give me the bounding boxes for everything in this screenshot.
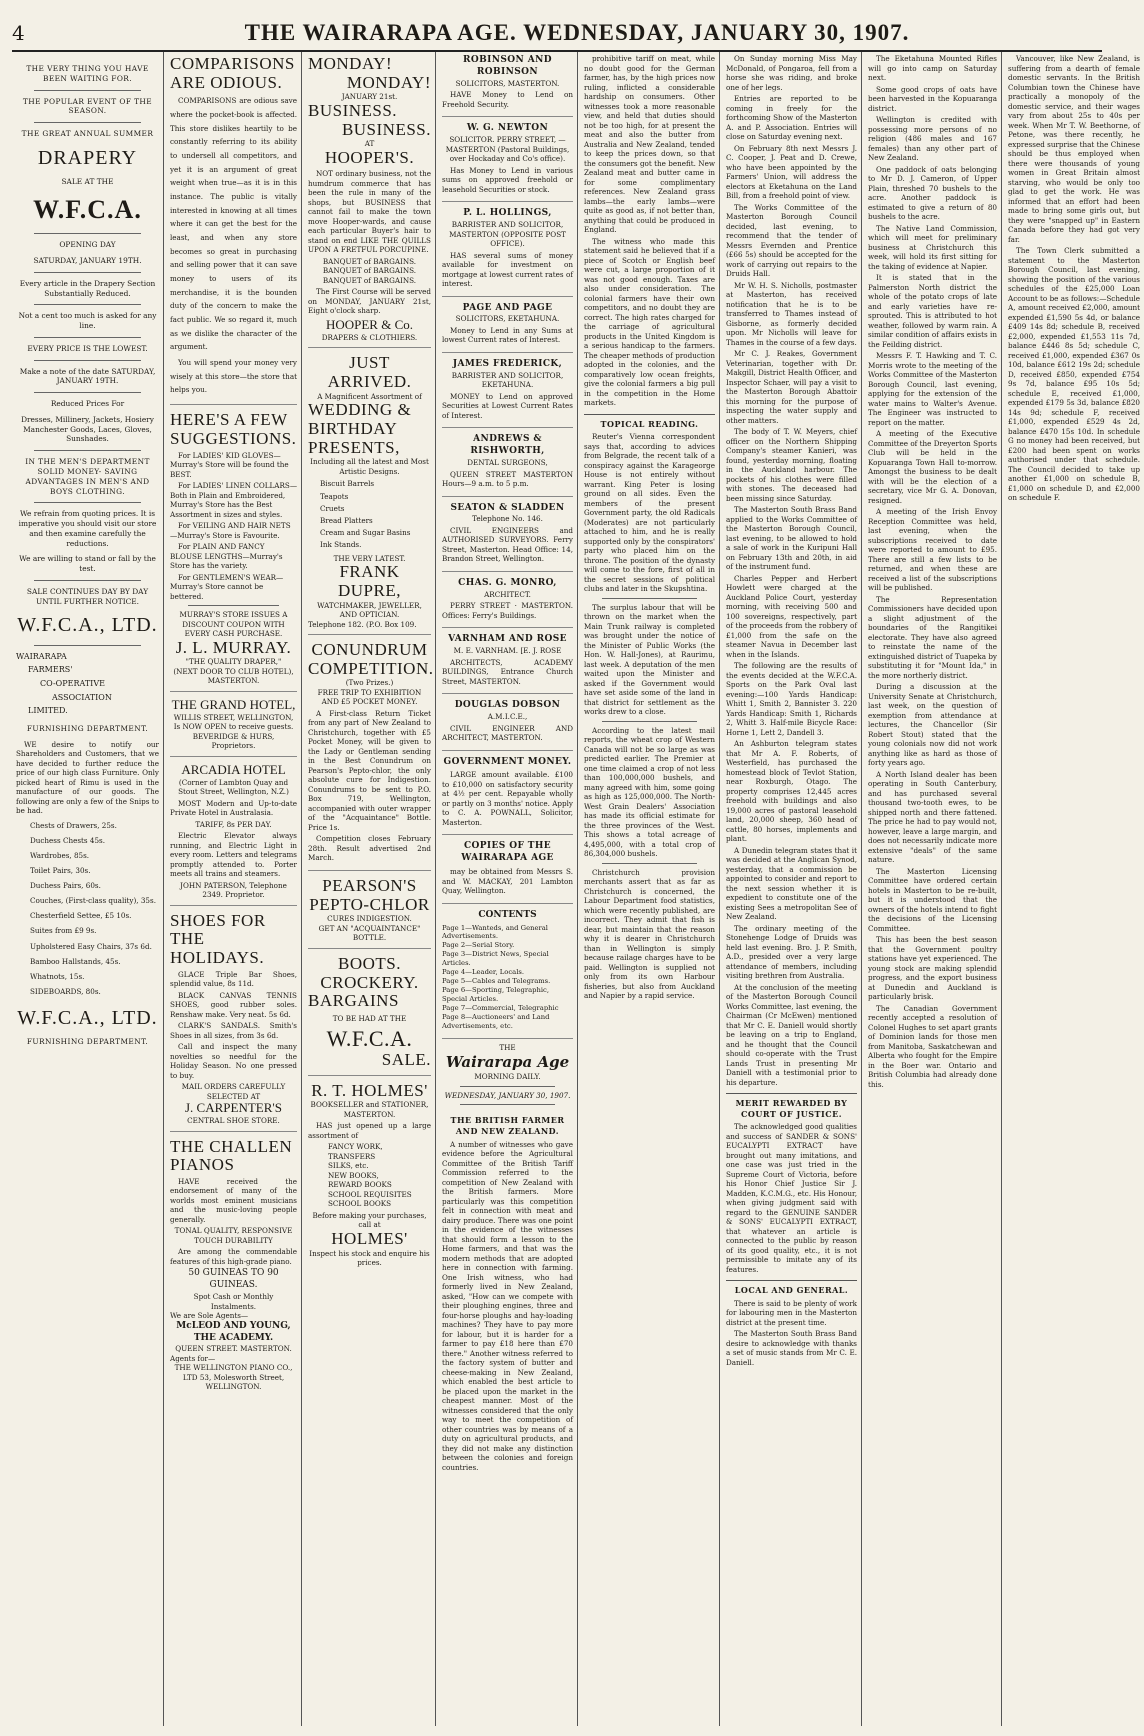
frank-dupre: FRANK DUPRE, [338, 562, 401, 600]
news-paragraph: The Eketahuna Mounted Rifles will go into camp on Saturday next. [868, 54, 997, 82]
list-item: Page 6—Sporting, Telegraphic, Special Articles. [442, 986, 550, 1004]
list-item: NEW BOOKS, [328, 1170, 379, 1180]
goods-list: Dresses, Millinery, Jackets, Hosiery Manchester Goods, Laces, Gloves, Sunshades. [21, 414, 154, 444]
watchmaker: WATCHMAKER, JEWELLER, AND OPTICIAN. [317, 600, 422, 620]
next-door: (NEXT DOOR TO CLUB HOTEL), MASTERTON. [173, 666, 294, 686]
news-paragraph: On February 8th next Messrs J. C. Cooper, J. Peat and D. Crewe, who have been appointed by the Farmers' Union, will address the electors at Eketahuna on the Land Bill, from a freehold point of view. [726, 143, 857, 200]
news-paragraph: A meeting of the Irish Envoy Reception Committee was held, last evening, when the subscriptions received to date were reported to amount to £95. There are still a few lists to be returned, and when these are received a list of the subscriptions will be published. [868, 507, 997, 592]
card-sub: A.M.I.C.E., [487, 712, 528, 721]
hoopers: HOOPER'S. [324, 147, 415, 167]
paper-the: THE [499, 1043, 516, 1053]
card-body: QUEEN STREET MASTERTON Hours—9 a.m. to 5 p.m. [442, 469, 573, 488]
list-item: Chesterfield Settee, £5 10s. [30, 911, 132, 921]
arcadia-body: MOST Modern and Up-to-date Private Hotel in Australasia. [170, 798, 297, 818]
sale-at: SALE AT THE [61, 177, 114, 187]
assoc-line: ASSOCIATION [52, 692, 112, 702]
shoes-item: BLACK CANVAS TENNIS SHOES, good rubber soles. Renshaw make. Very neat. 5s 6d. [170, 990, 297, 1019]
masthead [12, 20, 1102, 52]
list-item: Wardrobes, 85s. [30, 850, 90, 860]
local-general-title: LOCAL AND GENERAL. [726, 1280, 857, 1296]
every-article: Every article in the Drapery Section Substantially Reduced. [19, 278, 156, 298]
wfca-heading: W.F.C.A. [33, 194, 142, 224]
news-paragraph: A Dunedin telegram states that it was decided at the Anglican Synod, yesterday, that a commission be appointed to consider and report to the next session whether it is expedient to constitute one of the existing Sees a metropolitan See of New Zealand. [726, 845, 857, 921]
list-item: SCHOOL REQUISITES [328, 1189, 412, 1199]
holmes-heading-2: HOLMES' [331, 1228, 408, 1248]
sale-label: SALE. [381, 1049, 431, 1069]
line-popular-event: THE POPULAR EVENT OF THE SEASON. [22, 96, 153, 116]
contents-title: CONTENTS [478, 909, 537, 920]
wfca-ltd: W.F.C.A., LTD. [17, 614, 158, 637]
competition-closes: Competition closes February 28th. Result advertised 2nd March. [308, 834, 431, 863]
column-4 [438, 52, 578, 1726]
to-be-had: TO BE HAD AT THE [332, 1013, 407, 1023]
news-paragraph: The following are the results of the events decided at the W.F.C.A. Sports on the Park Oval last evening:—100 Yards Handicap: Whitt 1, Smith 2, Bannister 3. 220 Yards Handicap: Smith 1, Richards 2, Whitt 3. Half-mile Bicycle Race: Horne 1, Lett 2, Dandell 3. [726, 661, 857, 737]
assoc-line: FARMERS' [28, 665, 73, 675]
page-number: 4 [12, 21, 25, 45]
make-note: Make a note of the date SATURDAY, JANUARY 19TH. [19, 366, 156, 386]
card-name: W. G. NEWTON [466, 123, 549, 134]
spot-cash: Spot Cash or Monthly Instalments. [193, 1292, 274, 1311]
carpenter-name: J. CARPENTER'S [185, 1100, 282, 1116]
tonal-quality: TONAL QUALITY, RESPONSIVE TOUCH DURABILITY [174, 1226, 293, 1245]
queen-street: QUEEN STREET. MASTERTON. [175, 1344, 292, 1354]
card-name: JAMES FREDERICK, [452, 358, 563, 369]
columns [12, 52, 1140, 1726]
monday-2: MONDAY! [346, 72, 431, 92]
card-name: ANDREWS & RISHWORTH, [470, 434, 545, 457]
grand-hotel: THE GRAND HOTEL, [171, 696, 296, 712]
card-name: COPIES OF THE WAIRARAPA AGE [461, 841, 554, 864]
business-1: BUSINESS. [308, 100, 398, 120]
news-paragraph: One paddock of oats belonging to Mr D. J. Cameron, of Upper Plain, threshed 70 bushels to the acre. Another paddock is estimated to give a return of 80 bushels to the acre. [868, 164, 997, 221]
news-paragraph: An Ashburton telegram states that Mr A. F. Roberts, of Westerfield, has purchased the homestead block of Tevlot Station, near Roxburgh, Otago. The property comprises 12,445 acres freehold with buildings and also 19,000 acres of pastoral leasehold land, 20,000 sheep, 360 head of cattle, 80 horses, implements and plant. [726, 739, 857, 843]
sole-agents: We are Sole Agents— [170, 1311, 249, 1321]
free-trip: FREE TRIP TO EXHIBITION AND £5 POCKET MONEY. [317, 687, 422, 707]
holmes-heading: R. T. HOLMES' [311, 1080, 428, 1100]
list-item: Page 5—Cables and Telegrams. [442, 977, 551, 986]
news-paragraph: Messrs F. T. Hawking and T. C. Morris wrote to the meeting of the Works Committee of the Masterton Borough Council, last evening, applying for the extension of the water mains to Walter's Avenue. The Engineer was instructed to report on the matter. [868, 351, 997, 427]
drapers-clothiers: DRAPERS & CLOTHIERS. [321, 332, 418, 342]
news-paragraph: This has been the best season that the Government poultry stations have yet experienced. The young stock are making splendid progress, and the export business at Dunedin and Auckland is particularly brisk. [868, 935, 997, 1001]
news-paragraph: The Town Clerk submitted a statement to the Masterton Borough Council, last evening, showing the position of the various schedules of the £25,000 Loan Account to be as follows:—Schedule A, amount received £2,000, amount expended £1,590 5s 4d, or balance £409 14s 8d; schedule B, received £2,000, expended £1,553 11s 7d, balance £446 8s 5d; schedule C, received £1,000, expended £367 0s 10d, balance £612 19s 2d; schedule D, received £850, expended £754 9s 7d, balance £95 10s 5d; schedule E, received £1,000, expended £179 5s 3d, balance £820 14s 9d; schedule F, received £1,000, expended £529 4s 2d, balance £470 15s 10d. In schedule G no money had been received, but £200 had been spent on works authorised under that schedule. The Council decided to take up another £1,000 on schedule B, £1,000 on schedule D, and £2,000 on schedule F. [1008, 246, 1140, 502]
list-item: Couches, (First-class quality), 35s. [30, 896, 156, 906]
news-paragraph: The body of T. W. Meyers, chief officer on the Northern Shipping Company's steamer Kanieri, was found, yesterday morning, floating in the Auckland harbour. The pockets of his clothes were filled with stones. The deceased had been missing since Saturday. [726, 427, 857, 503]
card-name: SEATON & SLADDEN [450, 502, 565, 513]
opening-date: SATURDAY, JANUARY 19TH. [33, 256, 142, 266]
card-body: CIVIL ENGINEER AND ARCHITECT, MASTERTON. [442, 723, 573, 742]
list-item: Suites from £9 9s. [30, 926, 97, 936]
presents-list [308, 478, 431, 551]
news-paragraph: The Masterton Licensing Committee have ordered certain hotels in Masterton to be re-built, but it is understood that the owners of the hotels intend to fight the decisions of the Licensing Committee. [868, 866, 997, 933]
beveridge: BEVERIDGE & HURS, Proprietors. [192, 731, 275, 751]
conundrum-body: A First-class Return Ticket from any part of New Zealand to Christchurch, together with £5 Pocket Money, will be given to the Lady or Gentleman sending in the Best Conundrum on Pearson's Pepto-chlor, the only absolute cure for Indigestion. Conundrums to be sent to P.O. Box 719, Wellington, accompanied with outer wrapper of the "Acquaintance" Bottle. Price 1s. [308, 708, 431, 832]
news-paragraph: A North Island dealer has been operating in South Canterbury, and has purchased several thousand two-tooth ewes, to be shipped north and there fattened. The price he had to pay would not, however, leave a large margin, and does not necessarily indicate more extensive "deals" of the same nature. [868, 769, 997, 864]
arcadia-hotel: ARCADIA HOTEL [181, 761, 286, 777]
list-item: Page 4—Leader, Locals. [442, 968, 525, 977]
mail-orders: MAIL ORDERS CAREFULLY SELECTED AT [181, 1082, 286, 1101]
news-paragraph: The ordinary meeting of the Stonehenge Lodge of Druids was held last evening. Bro. J. P. Smith, A.D., presided over a very large attendance of members, including visiting brethren from Australia. [726, 923, 857, 980]
column-2 [166, 52, 302, 1726]
dateline: WEDNESDAY, JANUARY 30, 1907. [444, 1090, 571, 1100]
card-body: ARCHITECTS, ACADEMY BUILDINGS, Entrance Church Street, MASTERTON. [442, 657, 573, 686]
inspect-stock: Inspect his stock and enquire his prices. [309, 1248, 430, 1267]
news-paragraph: There is said to be plenty of work for labouring men in the Masterton district at the present time. [726, 1298, 857, 1327]
not-ordinary: NOT ordinary business, not the humdrum commerce that has been the rule in many of the shops, but BUSINESS that cannot fail to make the town move Hooper-wards, and cause each particular Buyer's hair to stand on end LIKE THE QUILLS UPON A FRETFUL PORCUPINE. [308, 169, 431, 255]
card-body: HAVE Money to Lend on Freehold Security. [442, 90, 573, 109]
acquaintance-bottle: GET AN "ACQUAINTANCE" BOTTLE. [318, 923, 421, 943]
arcadia-address: (Corner of Lambton Quay and Stout Street, Wellington, N.Z.) [178, 777, 289, 797]
card-body: HAS several sums of money available for investment on mortgage at lowest current rates of interest. [442, 250, 573, 288]
list-item: Page 3—District News, Special Articles. [442, 950, 549, 968]
two-prizes: (Two Prizes.) [345, 678, 394, 688]
willing-text: We are willing to stand or fall by the test. [19, 554, 156, 574]
shoes-item: GLACE Triple Bar Shoes, splendid value, 8s 11d. [170, 969, 297, 989]
list-item: FANCY WORK, [328, 1142, 383, 1152]
association-block [16, 650, 159, 718]
comparisons-body: COMPARISONS are odious save where the pocket-book is affected. This store dislikes heartily to be constantly referring to its ability to undersell all competitors, and yet it is an argument of great weight when true—as it is in this instance. The public is vitally interested in knowing at all times where it can get the best for the least, and when any store becomes so great in purchasing and selling power that it can save money to users of its merchandise, it is the bounden duty of the concern to make the fact public. We so regard it, much as we dislike the character of the argument. [170, 96, 297, 352]
news-paragraph: Mr W. H. S. Nicholls, postmaster at Masterton, has received notification that he is to be transferred to Thames instead of Gisborne, as formerly decided upon. Mr Nicholls will leave for Thames in the course of a few days. [726, 280, 857, 347]
leader-body: A number of witnesses who gave evidence before the Agricultural Committee of the British Tariff Commission referred to the competition of New Zealand with the British farmers. More particularly was this competition felt in connection with meat and dairy produce. There was one point in the evidence of the witnesses that should form a lesson to the Home farmers, and that was the modern methods that are adopted here in connection with farming. One Irish witness, who had formerly lived in New Zealand, asked, "How can we compete with their ploughing engines, three and four-horse ploughs and hay-loading machines? They have to pay more for labour, but it is harder for a farmer to pay £18 here than £70 there." Another witness referred to the factory system of butter and cheese-making in New Zealand, which enabled the best article to be placed upon the market in the cheapest manner. Most of the witnesses considered that the only way to meet the competition of other countries was by means of a duty on agricultural products, and they did not make any distinction between the colonies and foreign countries. [442, 1139, 573, 1472]
merit-title: MERIT REWARDED BY COURT OF JUSTICE. [726, 1093, 857, 1119]
furnishing-department: FURNISHING DEPARTMENT. [26, 723, 149, 733]
furnishing-department-2: FURNISHING DEPARTMENT. [26, 1037, 149, 1047]
news-paragraph: The Native Land Commission, which will meet for preliminary business at Christchurch this week, will hold its first sitting for the taking of evidence at Napier. [868, 223, 997, 271]
list-item: Teapots [320, 491, 349, 501]
news-paragraph: The Masterton South Brass Band desire to acknowledge with thanks a set of music stands from Mr C. E. Daniell. [726, 1329, 857, 1367]
shoes-item: CLARK'S SANDALS. Smith's Shoes in all sizes, from 3s 6d. [170, 1021, 297, 1040]
column-7 [864, 52, 1002, 1726]
not-a-cent: Not a cent too much is asked for any line. [18, 311, 157, 331]
news-paragraph: On Sunday morning Miss May McDonald, of Pongaroa, fell from a horse she was riding, and broke one of her legs. [726, 54, 857, 92]
suggestion-item: For GENTLEMEN'S WEAR—Murray's Store cannot be bettered. [170, 572, 284, 601]
column-5 [580, 52, 720, 1726]
list-item: Ink Stands. [320, 540, 362, 550]
leader-title: THE BRITISH FARMER AND NEW ZEALAND. [450, 1115, 565, 1136]
commendable: Are among the commendable features of this high-grade piano. [170, 1247, 297, 1266]
card-sub: BARRISTER AND SOLICITOR, EKETAHUNA. [451, 370, 564, 390]
arcadia-proprietor: JOHN PATERSON, Telephone 2349. Proprietor. [180, 880, 287, 900]
article-paragraph: Reuter's Vienna correspondent says that, according to advices from Belgrade, the recent talk of a conspiracy against the Karageorge House is not entirely without warrant. King Peter is losing ground on all sides. Even the members of the present Government party, the old Radicals (Moderates) are not particularly attached to him, and he is really supported only by the conspirators' party who placed him on the throne. The position of the dynasty will come to the fore, first of all in the secret sessions of political clubs and later in the Skupshtina. [584, 432, 715, 594]
hooper-co: HOOPER & Co. [325, 316, 414, 332]
card-sub: BARRISTER AND SOLICITOR, MASTERTON (OPPOSITE POST OFFICE). [449, 220, 566, 248]
card-name: PAGE AND PAGE [462, 302, 553, 313]
including: Including all the latest and Most Artistic Designs. [310, 457, 429, 476]
list-item: Cruets [320, 503, 345, 513]
news-paragraph: Charles Pepper and Herbert Howlett were charged at the Auckland Police Court, yesterday morning, with receiving 500 and 100 sovereigns, respectively, part of the proceeds from the robbery of £1,000 from the safe on the steamer Navua in December last when in the Islands. [726, 573, 857, 659]
shoes-item: Call and inspect the many novelties so needful for the Holiday Season. No one pressed to buy. [170, 1042, 297, 1080]
merit-body: The acknowledged good qualities and success of SANDER & SONS' EUCALYPTI EXTRACT have brought out many imitations, and one case was just tried in the Supreme Court of Victoria, before his Honor Chief Justice Sir J. Madden, K.C.M.G., etc. His Honour, when giving judgment said with regard to the GENUINE SANDER & SONS' EUCALYPTI EXTRACT, that whatever an article is connected to the public by reason of its good quality, etc., it is not permissible to imitate any of its features. [726, 1122, 857, 1274]
boots-crockery: BOOTS. CROCKERY. [320, 953, 419, 992]
just-opened: HAS just opened up a large assortment of [308, 1121, 431, 1140]
wfca-sale-heading: W.F.C.A. [326, 1025, 413, 1051]
list-item: Chests of Drawers, 25s. [30, 820, 117, 830]
card-body: Has Money to Lend in various sums on approved freehold or leasehold Securities or stock. [442, 165, 573, 194]
card-name: CHAS. G. MONRO, [458, 577, 557, 588]
card-body: PERRY STREET · MASTERTON. Offices: Ferry's Buildings. [442, 601, 573, 620]
arcadia-more: Electric Elevator always running, and Electric Light in every room. Letters and telegrams promptly attended to. Porter meets all trains and steamers. [170, 831, 297, 879]
list-item: SCHOOL BOOKS [328, 1199, 392, 1209]
list-item: Duchess Pairs, 60s. [30, 881, 101, 891]
list-item: Biscuit Barrels [320, 479, 375, 489]
murray-name: J. L. MURRAY. [175, 637, 292, 657]
shoes-heading: SHOES FOR THE HOLIDAYS. [170, 910, 266, 967]
list-item: TRANSFERS [328, 1151, 376, 1161]
mcleod-young: McLEOD AND YOUNG, THE ACADEMY. [176, 1320, 291, 1343]
wedding-presents: WEDDING & BIRTHDAY PRESENTS, [308, 400, 412, 457]
card-body: CIVIL ENGINEERS and AUTHORISED SURVEYORS. Ferry Street, Masterton. Head Office: 14, Brandon Street, Wellington. [442, 525, 573, 564]
refrain-text: We refrain from quoting prices. It is imperative you should visit our store and then examine carefully the reductions. [18, 509, 157, 548]
article-paragraph: According to the latest mail reports, the wheat crop of Western Canada will not be so large as was predicted earlier. The Premier at one time claimed a crop of not less than 100,000,000 bushels, and many agreed with him, some going as high as 125,000,000. The North-West Grain Dealers' Association has made its official estimate for the three provinces of the West. This shows a total acreage of 4,495,000, with a total crop of 86,304,000 bushels. [584, 725, 715, 859]
banquets: BANQUET of BARGAINS. BANQUET of BARGAINS. BANQUET of BARGAINS. [322, 256, 417, 285]
cures-indigestion: CURES INDIGESTION. [327, 914, 412, 924]
list-item: Duchess Chests 45s. [30, 835, 106, 845]
column-3 [304, 52, 436, 1726]
pearsons-heading: PEARSON'S PEPTO-CHLOR [309, 875, 430, 914]
suggestion-item: For LADIES' LINEN COLLARS—Both in Plain and Embroidered, Murray's Store has the Best Assortment in sizes and styles. [170, 481, 298, 519]
column-6 [722, 52, 862, 1726]
news-paragraph: Vancouver, like New Zealand, is suffering from a dearth of female domestic servants. In the British Columbian town the Chinese have practically a monopoly of the domestic service, and their wages vary from about 25s to 40s per week. When Mr T. W. Beethorne, of Petone, was there recently, he expressed surprise that the Chinese should be thus employed when there were thousands of young women in Great Britain almost starving, who would be only too glad to get the work. He was informed that an effort had been made to bring some girls out, but they were "snapped up" in Eastern Canada before they had got very far. [1008, 54, 1140, 244]
wellington-piano: THE WELLINGTON PIANO CO., LTD 53, Molesworth Street, WELLINGTON. [174, 1363, 293, 1392]
now-open: Is NOW OPEN to receive guests. [173, 722, 294, 732]
telephone: Telephone 182. (P.O. Box 109. [308, 619, 417, 629]
willis-street: WILLIS STREET, WELLINGTON, [173, 712, 294, 722]
news-paragraph: During a discussion at the University Senate at Christchurch, last week, on the question of exemption from attendance at lectures, the Chancellor (Sir Robert Stout) stated that the young colonials now did not work anything like as hard as those of forty years ago. [868, 682, 997, 767]
list-item: REWARD BOOKS [328, 1180, 392, 1190]
news-paragraph: The Works Committee of the Masterton Borough Council decided, last evening, to recommend that the tender of Messrs Evernden and Prentice (£66 5s) should be accepted for the work of carrying out repairs to the Druids Hall. [726, 202, 857, 278]
newspaper-title: THE WAIRARAPA AGE. WEDNESDAY, JANUARY 30, 1907. [244, 20, 910, 45]
card-body: Money to Lend in any Sums at lowest Current rates of Interest. [442, 325, 573, 345]
card-body: LARGE amount available. £100 to £10,000 on satisfactory security at 4½ per cent. Repayable wholly or partly on 3 months' notice. Apply to C. A. POWNALL, Solicitor, Masterton. [442, 770, 573, 827]
news-paragraph: Some good crops of oats have been harvested in the Kopuaranga district. [868, 84, 997, 113]
list-item: Bamboo Hallstands, 45s. [30, 956, 121, 966]
news-paragraph: At the conclusion of the meeting of the Masterton Borough Council Works Committee, last evening, the Chairman (Cr McEwen) mentioned that Mr C. E. Daniell would shortly be leaving on a trip to England, and he thought that the Council should co-operate with the Trust Lands Trust in presenting Mr Daniell with a testimonial prior to his departure. [726, 982, 857, 1087]
list-item: SIDEBOARDS, 80s. [30, 986, 101, 996]
sale-continues: SALE CONTINUES DAY BY DAY UNTIL FURTHER NOTICE. [26, 586, 149, 606]
bargains-heading: BARGAINS [308, 991, 399, 1011]
before-purchase: Before making your purchases, call at [312, 1210, 427, 1230]
suggestions-heading: HERE'S A FEW SUGGESTIONS. [170, 410, 297, 448]
challen-heading: THE CHALLEN PIANOS [170, 1136, 293, 1175]
news-paragraph: Wellington is credited with possessing more persons of no religion (486 males and 167 females) than any other part of New Zealand. [868, 115, 997, 162]
desire-notice: WE desire to notify our Shareholders and Customers, that we have decided to further reduce the price of our high class Furniture. Only picked heart of Rimu is used in the manufacture of our goods. The following are only a few of the Snips to be had. [16, 739, 159, 816]
furniture-list [16, 818, 159, 1000]
arcadia-tariff: TARIFF, 8s PER DAY. [195, 819, 272, 829]
very-latest: THE VERY LATEST. [333, 553, 406, 563]
challen-body: HAVE received the endorsement of many of the worlds most eminent musicians and the music-loving people generally. [170, 1176, 297, 1224]
card-sub: SOLICITORS, MASTERTON. [455, 78, 560, 88]
card-name: GOVERNMENT MONEY. [443, 756, 572, 767]
article-paragraph: Christchurch provision merchants assert that as far as Christchurch is concerned, the Labour Department food statistics, which were recently published, are incorrect. They admit that fish is dear, but maintain that the reason why it is dearer in Christchurch than in Wellington is simply because railage charges have to be paid. Wellington is supplied not only from its own Harbour fisheries, but also from Auckland and Napier by a rapid service. [584, 867, 715, 1001]
list-item: Upholstered Easy Chairs, 37s 6d. [30, 941, 152, 951]
assoc-line: CO-OPERATIVE [40, 679, 105, 689]
just-arrived: JUST ARRIVED. [327, 353, 412, 392]
list-item: Bread Platters [320, 516, 373, 526]
card-body: MONEY to Lend on approved Securities at Lowest Current Rates of Interest. [442, 391, 573, 420]
topical-reading-title: TOPICAL READING. [584, 414, 715, 430]
wfca-ltd-2: W.F.C.A., LTD. [17, 1007, 158, 1030]
list-item: Page 8—Auctioneers' and Land Advertisements, etc. [442, 1013, 550, 1031]
article-paragraph: prohibitive tariff on meat, while no doubt good for the German farmer, has, by the high prices now ruling, inflicted a considerable hardship on consumers. Other witnesses took a more reasonable view, and held that duties should not be too high, for at present the meat and also the butter from Australia and New Zealand, tended to keep the prices down, so that the consumers got the benefit. New Zealand meat and butter came in for some complimentary references. New Zealand grass lambs—the early lambs—were quite as good as, if not better than, anything that could be produced in England. [584, 54, 715, 234]
agents-for: Agents for— [170, 1353, 216, 1363]
news-paragraph: A meeting of the Executive Committee of the Dreyerton Sports Club will be held in the Kopuaranga Town Hall to-morrow. Amongst the business to be dealt with will be the election of a secretary, vice Mr G. A. Donovan, resigned. [868, 429, 997, 505]
suggestion-item: For LADIES' KID GLOVES—Murray's Store will be found the BEST. [170, 450, 289, 479]
reduced-prices: Reduced Prices For [50, 399, 125, 409]
line-very-thing: THE VERY THING YOU HAVE BEEN WAITING FOR. [26, 64, 149, 83]
spend-money: You will spend your money very wisely at this store—the store that helps you. [170, 358, 297, 395]
suggestion-item: For PLAIN AND FANCY BLOUSE LENGTHS—Murray's Store has the variety. [170, 542, 283, 571]
card-sub: Telephone No. 146. [472, 514, 543, 524]
first-course: The First Course will be served on MONDAY, JANUARY 21st, Eight o'clock sharp. [308, 287, 431, 316]
card-name: DOUGLAS DOBSON [454, 700, 561, 711]
paper-nameplate [442, 1043, 573, 1105]
news-paragraph: The Canadian Government recently accepted a resolution of Colonel Hughes to set apart grants of Dominion lands for those men from Manitoba, Saskatchewan and Alberta who fought for the Empire in the Boer war. Ontario and British Columbia had already done this. [868, 1003, 997, 1089]
card-sub: DENTAL SURGEONS, [467, 458, 548, 467]
suggestion-item: For VEILING AND HAIR NETS—Murray's Store is Favourite. [170, 521, 291, 540]
card-name: VARNHAM AND ROSE [448, 634, 567, 645]
central-shoe-store: CENTRAL SHOE STORE. [187, 1116, 280, 1126]
monday-1: MONDAY! [308, 54, 393, 73]
column-8 [1004, 52, 1144, 1726]
morning-daily: MORNING DAILY. [474, 1072, 541, 1082]
guineas: 50 GUINEAS TO 90 GUINEAS. [188, 1268, 279, 1291]
news-paragraph: The Representation Commissioners have decided upon a slight adjustment of the boundaries of the Rangitikei electorate. They have also agreed to reinstate the name of the extinguished district of Tuapeka by substituting it for "Mount Ida," in the more northerly district. [868, 594, 997, 680]
assoc-line: WAIRARAPA [16, 651, 67, 661]
card-name: P. L. HOLLINGS, [463, 208, 552, 219]
coupon-notice: MURRAY'S STORE ISSUES A DISCOUNT COUPON WITH EVERY CASH PURCHASE. [179, 610, 288, 639]
contents-list [442, 924, 573, 1032]
paper-name: Wairarapa Age [445, 1052, 570, 1071]
conundrum-heading: CONUNDRUM COMPETITION. [308, 640, 434, 678]
news-paragraph: Entries are reported to be coming in freely for the forthcoming Show of the Masterton A. and P. Association. Entries will close on Saturday evening next. [726, 94, 857, 141]
card-sub: SOLICITOR. PERRY STREET, — MASTERTON (Pastoral Buildings, over Hockaday and Co's office). [445, 135, 570, 164]
jan-21: JANUARY 21st. [341, 92, 398, 102]
magnificent: A Magnificent Assortment of [317, 391, 422, 401]
every-price: EVERY PRICE IS THE LOWEST. [27, 343, 148, 353]
list-item: Page 7—Commercial, Telegraphic [442, 1004, 559, 1013]
article-paragraph: The witness who made this statement said he believed that if a piece of Scotch or English beef were cut, a large proportion of it was not good enough. Taxes are also under consideration. The colonial farmers have their own competitors, and no doubt they are correct. The high rates charged for the carriage of agricultural products in the United Kingdom is a serious handicap to the farmers. The cheaper methods of production adopted in the colonies, and the comparatively low ocean freights, give the colonial farmers a big pull in the competition in the Home markets. [584, 236, 715, 407]
list-item: Page 2—Serial Story. [442, 941, 515, 950]
line-great-annual: THE GREAT ANNUAL SUMMER [21, 129, 154, 139]
assoc-line: LIMITED. [28, 706, 68, 716]
news-paragraph: The Masterton South Brass Band applied to the Works Committee of the Masterton Borough Council, last evening, to be allowed to hold a sale of work in the Kuripuni Hall on February 13th and 20th, in aid of the instrument fund. [726, 505, 857, 571]
business-2: BUSINESS. [341, 119, 431, 139]
at-label: AT [364, 139, 375, 149]
news-paragraph: It is stated that in the Palmerston North district the whole of the potato crops of late and early varieties have re-sprouted. This is attributed to hot weather, followed by warm rain. A similar condition of affairs exists in the Feilding district. [868, 273, 997, 349]
opening-day: OPENING DAY [59, 240, 116, 250]
card-sub: M. E. VARNHAM. [E. J. ROSE [453, 646, 562, 656]
comparisons-heading: COMPARISONS ARE ODIOUS. [170, 54, 295, 92]
drapery-heading: DRAPERY [37, 146, 138, 169]
holmes-list [308, 1142, 431, 1209]
card-sub: SOLICITORS, EKETAHUNA. [455, 314, 560, 324]
bookseller: BOOKSELLER and STATIONER, MASTERTON. [310, 1100, 429, 1119]
news-paragraph: Mr C. J. Reakes, Government Veterinarian, together with Dr. Makgill, District Health Officer, and Inspector Schaer, will pay a visit to the Masterton Borough Abattoir this morning for the purpose of inspecting the water supply and other matters. [726, 349, 857, 425]
list-item: SILKS, etc. [328, 1161, 369, 1171]
list-item: Cream and Sugar Basins [320, 528, 411, 538]
list-item: Toilet Pairs, 30s. [30, 865, 91, 875]
list-item: Page 1—Wanteds, and General Advertisements. [442, 923, 548, 941]
card-sub: ARCHITECT. [484, 589, 531, 599]
card-name: ROBINSON AND ROBINSON [463, 55, 552, 77]
quality-draper: "THE QUALITY DRAPER," [185, 657, 282, 667]
list-item: Whatnots, 15s. [30, 971, 85, 981]
article-paragraph: The surplus labour that will be thrown on the market when the Main Trunk railway is completed was brought under the notice of the Minister of Public Works (the Hon. W. Hall-Jones), at Raurimu, last week. A deputation of the men waited upon the Minister and asked if the Government would have set aside some of the land in that district for settlement as the works drew to a close. [584, 602, 715, 717]
mens-department: IN THE MEN'S DEPARTMENT SOLID MONEY- SAVING ADVANTAGES IN MEN'S AND BOYS CLOTHING. [25, 457, 150, 496]
card-body: may be obtained from Messrs S. and W. MACKAY, 201 Lambton Quay, Wellington. [442, 867, 573, 896]
column-1 [12, 52, 164, 1726]
